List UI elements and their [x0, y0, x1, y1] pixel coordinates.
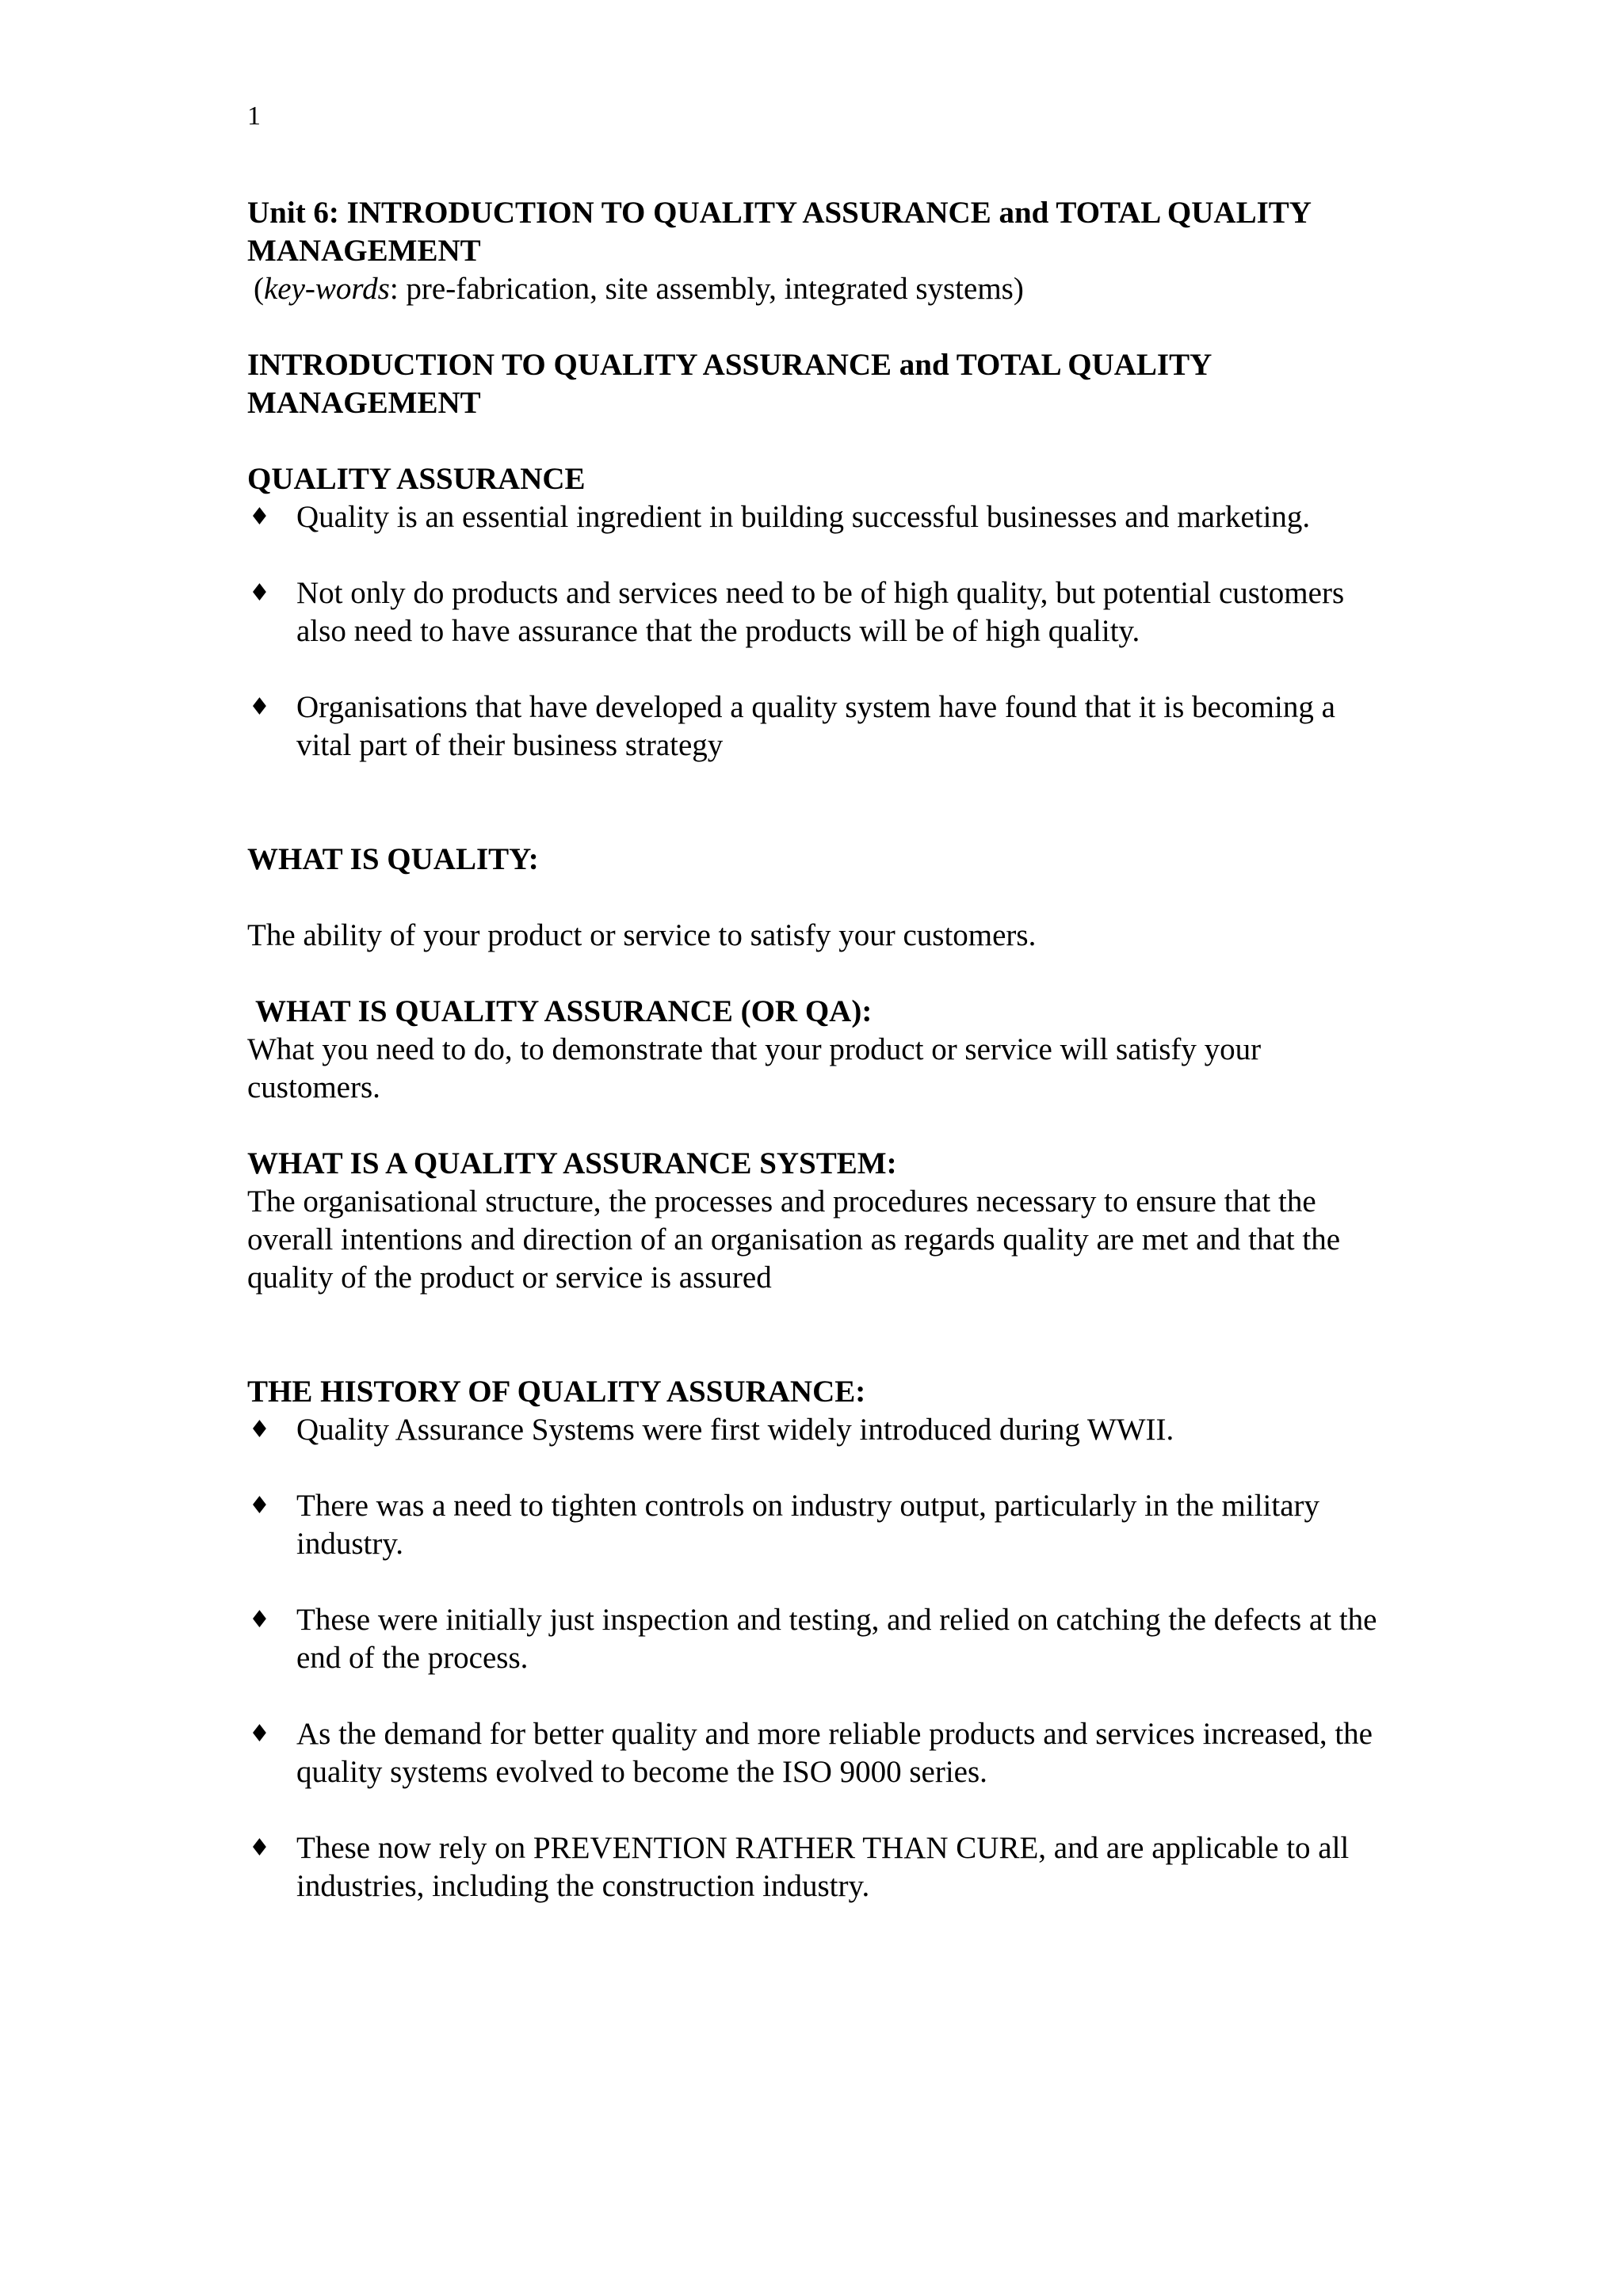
qa-bullet-list	[247, 498, 1396, 765]
diamond-bullet-icon: ♦	[249, 693, 270, 721]
diamond-bullet-icon: ♦	[249, 1416, 270, 1444]
list-item	[247, 1411, 1396, 1449]
bullet-text: These now rely on PREVENTION RATHER THAN CURE, and are applicable to all industries, including the construction industry.	[296, 1831, 1350, 1903]
page-number: 1	[247, 101, 261, 131]
diamond-bullet-icon: ♦	[249, 1606, 270, 1634]
keywords-label: key-words	[264, 272, 390, 306]
what-is-qa-heading: WHAT IS QUALITY ASSURANCE (OR QA):	[255, 994, 873, 1028]
history-heading: THE HISTORY OF QUALITY ASSURANCE:	[247, 1375, 866, 1409]
keywords-line	[254, 270, 1396, 308]
history-bullet-list	[247, 1411, 1396, 1905]
list-item	[247, 498, 1396, 536]
list-item	[247, 1601, 1396, 1677]
diamond-bullet-icon: ♦	[249, 1492, 270, 1520]
what-is-qa-system-heading: WHAT IS A QUALITY ASSURANCE SYSTEM:	[247, 1146, 897, 1180]
what-is-qa-system-text: The organisational structure, the processes and procedures necessary to ensure that the overall intentions and direction of an organisation as regards quality are met and that the quality of the product or service is assured	[247, 1184, 1341, 1295]
bullet-text: Organisations that have developed a quality system have found that it is becoming a vital part of their business strategy	[296, 690, 1335, 762]
keywords-text: : pre-fabrication, site assembly, integrated systems)	[389, 272, 1024, 306]
bullet-text: Quality is an essential ingredient in building successful businesses and marketing.	[296, 500, 1311, 534]
list-item	[247, 1487, 1396, 1563]
bullet-text: Quality Assurance Systems were first widely introduced during WWII.	[296, 1413, 1174, 1447]
diamond-bullet-icon: ♦	[249, 1720, 270, 1748]
bullet-text: Not only do products and services need to be of high quality, but potential customers also need to have assurance that the products will be of high quality.	[296, 576, 1345, 648]
what-is-quality-heading: WHAT IS QUALITY:	[247, 842, 539, 876]
bullet-text: There was a need to tighten controls on industry output, particularly in the military industry.	[296, 1489, 1320, 1561]
list-item	[247, 1715, 1396, 1791]
qa-heading: QUALITY ASSURANCE	[247, 462, 586, 496]
list-item	[247, 574, 1396, 650]
what-is-quality-text: The ability of your product or service to satisfy your customers.	[247, 918, 1037, 952]
intro-heading: INTRODUCTION TO QUALITY ASSURANCE and TOTAL QUALITY MANAGEMENT	[247, 348, 1211, 420]
diamond-bullet-icon: ♦	[249, 579, 270, 607]
list-item	[247, 1829, 1396, 1905]
bullet-text: As the demand for better quality and more reliable products and services increased, the quality systems evolved to become the ISO 9000 series.	[296, 1717, 1373, 1789]
what-is-qa-text: What you need to do, to demonstrate that your product or service will satisfy your customers.	[247, 1032, 1262, 1104]
document-body	[247, 194, 1396, 1905]
list-item	[247, 688, 1396, 765]
diamond-bullet-icon: ♦	[249, 503, 270, 531]
keywords-open: (	[254, 272, 264, 306]
unit-title: Unit 6: INTRODUCTION TO QUALITY ASSURANCE and TOTAL QUALITY MANAGEMENT	[247, 196, 1311, 268]
bullet-text: These were initially just inspection and testing, and relied on catching the defects at the end of the process.	[296, 1603, 1377, 1675]
diamond-bullet-icon: ♦	[249, 1834, 270, 1862]
